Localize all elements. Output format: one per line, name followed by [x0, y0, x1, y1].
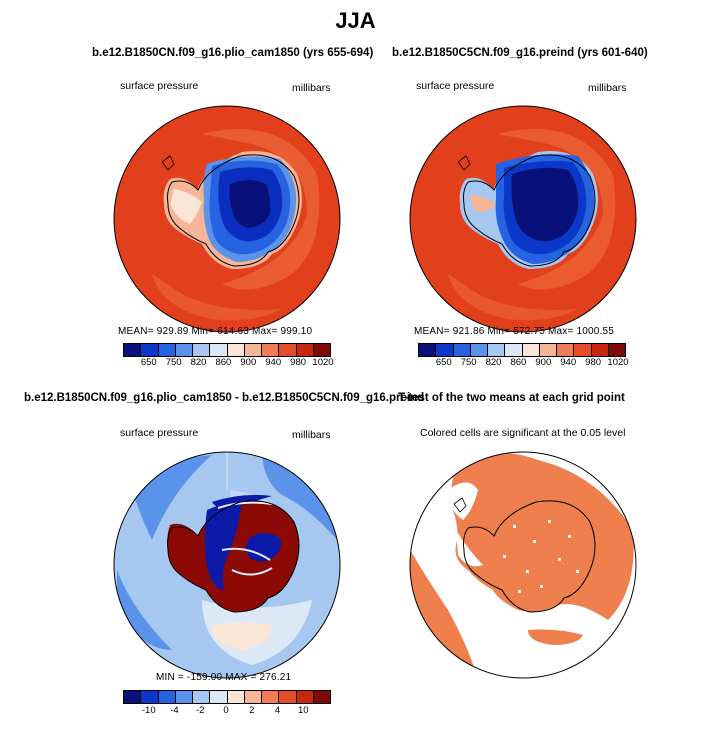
- colorbar-cell: [176, 691, 193, 703]
- colorbar-cell: [471, 344, 488, 356]
- panel-4-title: T-test of the two means at each grid point: [398, 392, 625, 404]
- colorbar-cell: [210, 344, 227, 356]
- colorbar-tick-label: 1020: [312, 357, 334, 368]
- panel-1-colorbar-labels: [123, 357, 334, 369]
- colorbar-cell: [436, 344, 453, 356]
- colorbar-tick-label: 10: [297, 705, 309, 716]
- colorbar-cell: [141, 344, 158, 356]
- panel-1-map: [112, 104, 342, 334]
- colorbar-cell: [193, 691, 210, 703]
- colorbar-cell: [505, 344, 522, 356]
- figure-title: JJA: [335, 8, 376, 33]
- colorbar-cell: [454, 344, 471, 356]
- colorbar-cell: [124, 691, 141, 703]
- colorbar-cell: [279, 344, 296, 356]
- panel-3-title: b.e12.B1850CN.f09_g16.plio_cam1850 - b.e12.B1850C5CN.f09_g16.preind: [24, 392, 425, 404]
- panel-2-colorbar-labels: [418, 357, 629, 369]
- colorbar-cell: [159, 691, 176, 703]
- colorbar-cell: [176, 344, 193, 356]
- colorbar-tick-label: 860: [215, 357, 232, 368]
- panel-2-colorbar: [418, 343, 626, 357]
- colorbar-tick-label: 4: [274, 705, 281, 716]
- colorbar-cell: [279, 691, 296, 703]
- colorbar-cell: [297, 344, 314, 356]
- colorbar-tick-label: 820: [190, 357, 207, 368]
- colorbar-tick-label: 900: [535, 357, 552, 368]
- panel-4-map: [408, 450, 638, 680]
- panel-2-variable-label: surface pressure: [416, 80, 495, 92]
- panel-1-variable-label: surface pressure: [120, 80, 199, 92]
- colorbar-cell: [262, 344, 279, 356]
- colorbar-tick-label: 650: [140, 357, 157, 368]
- colorbar-tick-label: -10: [141, 705, 156, 716]
- colorbar-cell: [245, 344, 262, 356]
- colorbar-cell: [314, 691, 330, 703]
- colorbar-cell: [609, 344, 625, 356]
- panel-3-variable-label: surface pressure: [120, 427, 199, 439]
- colorbar-tick-label: 900: [240, 357, 257, 368]
- colorbar-cell: [262, 691, 279, 703]
- colorbar-tick-label: 940: [265, 357, 282, 368]
- panel-2-units-label: millibars: [588, 82, 627, 94]
- colorbar-cell: [245, 691, 262, 703]
- colorbar-tick-label: 750: [460, 357, 477, 368]
- colorbar-cell: [193, 344, 210, 356]
- panel-3-units-label: millibars: [292, 429, 331, 441]
- colorbar-cell: [159, 344, 176, 356]
- panel-2-stats: MEAN= 921.86 Min= 572.75 Max= 1000.55: [414, 326, 615, 337]
- colorbar-tick-label: 940: [560, 357, 577, 368]
- colorbar-cell: [124, 344, 141, 356]
- colorbar-cell: [210, 691, 227, 703]
- panel-3-colorbar: [123, 690, 331, 704]
- colorbar-tick-label: 820: [485, 357, 502, 368]
- colorbar-tick-label: -2: [196, 705, 205, 716]
- panel-3-map: [112, 450, 342, 680]
- colorbar-tick-label: 750: [165, 357, 182, 368]
- panel-2-map: [408, 104, 638, 334]
- colorbar-cell: [141, 691, 158, 703]
- colorbar-cell: [523, 344, 540, 356]
- colorbar-tick-label: 650: [435, 357, 452, 368]
- colorbar-cell: [297, 691, 314, 703]
- panel-2-title: b.e12.B1850C5CN.f09_g16.preind (yrs 601-640): [392, 47, 648, 59]
- colorbar-cell: [592, 344, 609, 356]
- panel-3-colorbar-labels: [123, 705, 329, 717]
- colorbar-tick-label: 0: [223, 705, 229, 716]
- panel-1-colorbar: [123, 343, 331, 357]
- colorbar-tick-label: 860: [510, 357, 527, 368]
- colorbar-cell: [228, 344, 245, 356]
- panel-1-stats: MEAN= 929.89 Min= 614.63 Max= 999.10: [118, 326, 313, 337]
- colorbar-cell: [574, 344, 591, 356]
- panel-1-title: b.e12.B1850CN.f09_g16.plio_cam1850 (yrs 655-694): [92, 47, 374, 59]
- colorbar-tick-label: 1020: [607, 357, 629, 368]
- panel-1-units-label: millibars: [292, 82, 331, 94]
- colorbar-cell: [419, 344, 436, 356]
- colorbar-cell: [540, 344, 557, 356]
- colorbar-tick-label: 2: [249, 705, 255, 716]
- colorbar-tick-label: 980: [290, 357, 307, 368]
- colorbar-tick-label: 980: [585, 357, 602, 368]
- colorbar-tick-label: -4: [170, 705, 179, 716]
- panel-4-note: Colored cells are significant at the 0.05 level: [420, 427, 626, 439]
- colorbar-cell: [314, 344, 330, 356]
- colorbar-cell: [488, 344, 505, 356]
- panel-3-stats: MIN = -159.00 MAX = 276.21: [156, 672, 292, 683]
- colorbar-cell: [228, 691, 245, 703]
- colorbar-cell: [557, 344, 574, 356]
